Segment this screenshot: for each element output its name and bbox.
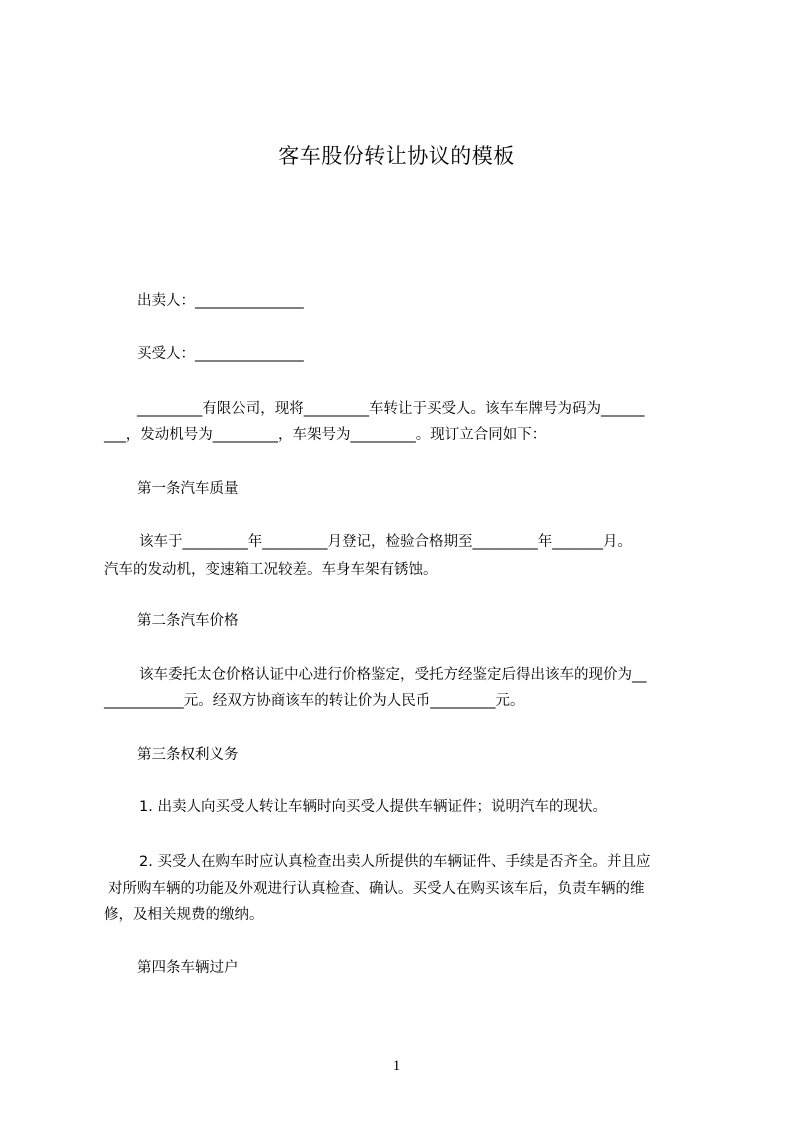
article-1-line-2: 汽车的发动机，变速箱工况较差。车身车架有锈蚀。 [104, 562, 438, 578]
article-4-heading: 第四条车辆过户 [137, 960, 239, 976]
page-number: 1 [392, 1058, 401, 1074]
article-1-heading: 第一条汽车质量 [137, 481, 239, 497]
seller-line: 出卖人：_______________ [137, 293, 304, 309]
article-3-heading: 第三条权利义务 [137, 747, 239, 763]
article-2-heading: 第二条汽车价格 [137, 613, 239, 629]
article-3-item-1: 1. 出卖人向买受人转让车辆时向买受人提供车辆证件；说明汽车的现状。 [139, 799, 607, 815]
intro-line-1: _________有限公司，现将_________车转让于买受人。该车车牌号为码为______ [137, 401, 645, 417]
buyer-line: 买受人：_______________ [137, 346, 304, 362]
document-title: 客车股份转让协议的模板 [278, 144, 515, 168]
article-1-line-1: 该车于_________年_________月登记，检验合格期至_________年_______月。 [139, 534, 632, 550]
article-3-item-2-line-3: 修，及相关规费的缴纳。 [104, 907, 264, 923]
article-2-line-2: ___________元。经双方协商该车的转让价为人民币_________元。 [104, 693, 525, 709]
article-2-line-1: 该车委托太仓价格认证中心进行价格鉴定，受托方经鉴定后得出该车的现价为__ [139, 667, 647, 683]
article-3-item-2-line-2: 对所购车辆的功能及外观进行认真检查、确认。买受人在购买该车后，负责车辆的维 [108, 881, 645, 897]
intro-line-2: ___，发动机号为_________，车架号为_________。现订立合同如下： [104, 427, 547, 443]
article-3-item-2-line-1: 2. 买受人在购车时应认真检查出卖人所提供的车辆证件、手续是否齐全。并且应 [139, 854, 651, 870]
